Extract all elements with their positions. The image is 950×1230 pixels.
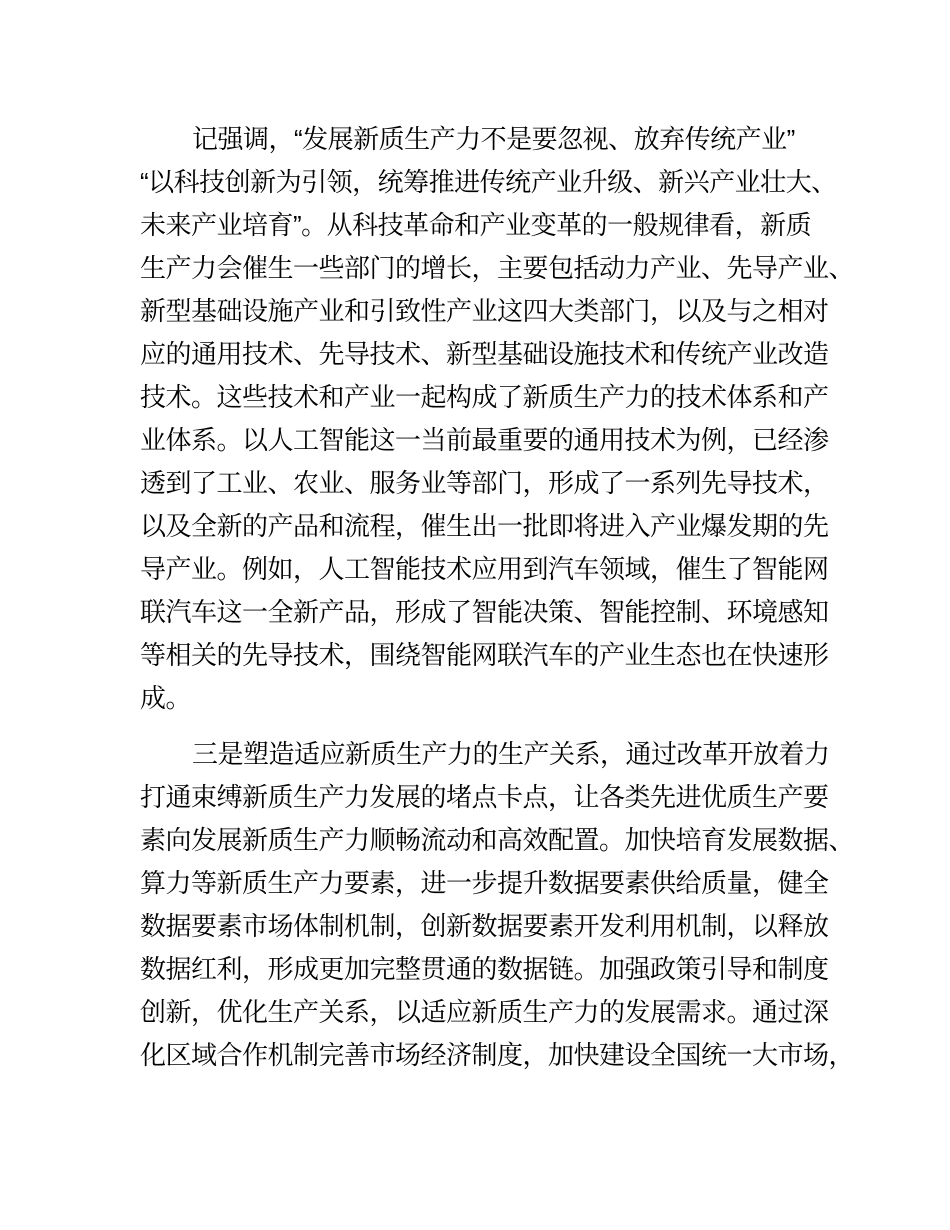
text-line: 生产力会催生一些部门的增长，主要包括动力产业、先导产业、 bbox=[140, 253, 855, 283]
text-line: 记强调，“发展新质生产力不是要忽视、放弃传统产业” bbox=[192, 124, 795, 154]
text-line: 以及全新的产品和流程，催生出一批即将进入产业爆发期的先 bbox=[140, 511, 829, 541]
text-line: 数据要素市场体制机制，创新数据要素开发利用机制，以释放 bbox=[140, 911, 829, 941]
paragraph-2 bbox=[140, 733, 855, 1077]
text-line: “以科技创新为引领，统筹推进传统产业升级、新兴产业壮大、 bbox=[140, 167, 837, 197]
text-line: 三是塑造适应新质生产力的生产关系，通过改革开放着力 bbox=[192, 739, 830, 769]
text-line: 数据红利，形成更加完整贯通的数据链。加强政策引导和制度 bbox=[140, 954, 829, 984]
text-line: 透到了工业、农业、服务业等部门，形成了一系列先导技术， bbox=[140, 468, 829, 498]
text-line: 业体系。以人工智能这一当前最重要的通用技术为例，已经渗 bbox=[140, 425, 829, 455]
text-line: 打通束缚新质生产力发展的堵点卡点，让各类先进优质生产要 bbox=[140, 782, 829, 812]
text-line: 素向发展新质生产力顺畅流动和高效配置。加快培育发展数据、 bbox=[140, 825, 855, 855]
text-line: 算力等新质生产力要素，进一步提升数据要素供给质量，健全 bbox=[140, 868, 829, 898]
text-line: 等相关的先导技术，围绕智能网联汽车的产业生态也在快速形 bbox=[140, 640, 829, 670]
text-line: 创新，优化生产关系，以适应新质生产力的发展需求。通过深 bbox=[140, 997, 829, 1027]
text-line: 化区域合作机制完善市场经济制度，加快建设全国统一大市场， bbox=[140, 1040, 855, 1070]
text-line: 技术。这些技术和产业一起构成了新质生产力的技术体系和产 bbox=[140, 382, 829, 412]
document-body bbox=[140, 118, 855, 1077]
text-line: 导产业。例如，人工智能技术应用到汽车领域，催生了智能网 bbox=[140, 554, 829, 584]
text-line: 新型基础设施产业和引致性产业这四大类部门，以及与之相对 bbox=[140, 296, 829, 326]
text-line: 应的通用技术、先导技术、新型基础设施技术和传统产业改造 bbox=[140, 339, 829, 369]
text-line: 成。 bbox=[140, 683, 192, 713]
paragraph-1 bbox=[140, 118, 855, 720]
text-line: 未来产业培育”。从科技革命和产业变革的一般规律看，新质 bbox=[140, 210, 812, 240]
text-line: 联汽车这一全新产品，形成了智能决策、智能控制、环境感知 bbox=[140, 597, 829, 627]
